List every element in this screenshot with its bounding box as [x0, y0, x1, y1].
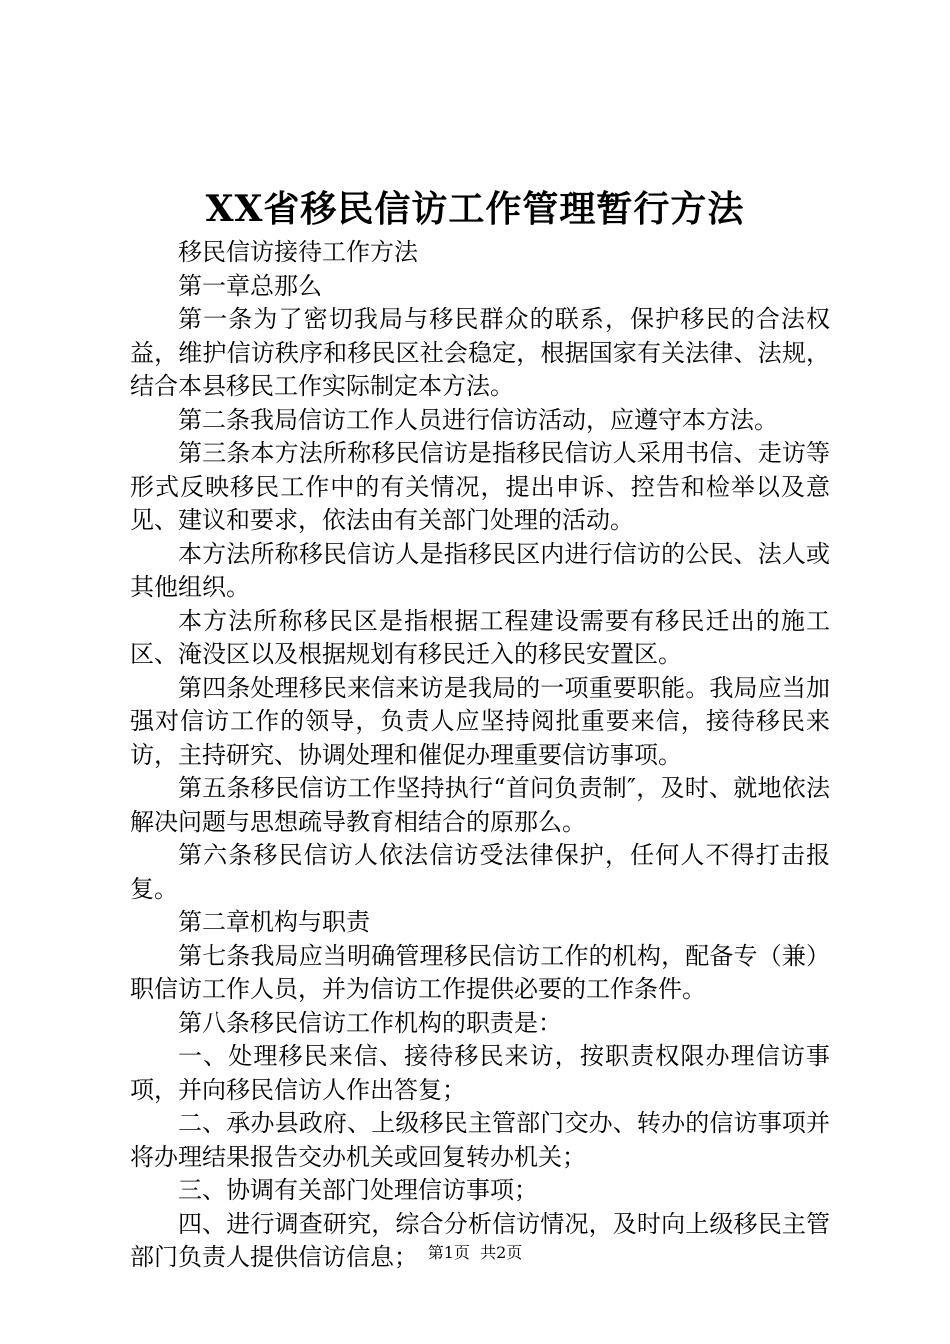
paragraph: 第五条移民信访工作坚持执行“首问负责制″，及时、就地依法解决问题与思想疏导教育相结合的原那么。 — [130, 774, 830, 836]
paragraph: 第七条我局应当明确管理移民信访工作的机构，配备专（兼）职信访工作人员，并为信访工作提供必要的工作条件。 — [130, 941, 830, 1003]
paragraph: 本方法所称移民信访人是指移民区内进行信访的公民、法人或其他组织。 — [130, 539, 830, 601]
document-title: XX省移民信访工作管理暂行方法 — [205, 188, 745, 230]
paragraph: 第四条处理移民来信来访是我局的一项重要职能。我局应当加强对信访工作的领导，负责人应坚持阅批重要来信，接待移民来访，主持研究、协调处理和催促办理重要信访事项。 — [130, 673, 830, 769]
document-body — [130, 236, 830, 1275]
paragraph: 第六条移民信访人依法信访受法律保护，任何人不得打击报复。 — [130, 841, 830, 903]
list-item: 二、承办县政府、上级移民主管部门交办、转办的信访事项并将办理结果报告交办机关或回复转办机关； — [130, 1109, 830, 1171]
paragraph: 第八条移民信访工作机构的职责是： — [178, 1008, 562, 1037]
chapter-heading: 第一章总那么 — [178, 271, 322, 300]
chapter-heading: 第二章机构与职责 — [178, 908, 370, 936]
paragraph: 本方法所称移民区是指根据工程建设需要有移民迁出的施工区、淹没区以及根据规划有移民迁入的移民安置区。 — [130, 606, 830, 668]
list-item: 四、进行调查研究，综合分析信访情况，及时向上级移民主管部门负责人提供信访信息； — [130, 1209, 830, 1271]
paragraph: 第二条我局信访工作人员进行信访活动，应遵守本方法。 — [178, 405, 778, 434]
list-item: 一、处理移民来信、接待移民来访，按职责权限办理信访事项，并向移民信访人作出答复； — [130, 1042, 830, 1104]
page-number-footer: 第1页 共2页 — [427, 1243, 523, 1262]
paragraph: 第三条本方法所称移民信访是指移民信访人采用书信、走访等形式反映移民工作中的有关情况，提出申诉、控告和检举以及意见、建议和要求，依法由有关部门处理的活动。 — [130, 439, 830, 534]
paragraph: 移民信访接待工作方法 — [178, 238, 418, 266]
list-item: 三、协调有关部门处理信访事项； — [178, 1176, 538, 1204]
paragraph: 第一条为了密切我局与移民群众的联系，保护移民的合法权益，维护信访秩序和移民区社会稳定，根据国家有关法律、法规，结合本县移民工作实际制定本方法。 — [130, 305, 830, 400]
